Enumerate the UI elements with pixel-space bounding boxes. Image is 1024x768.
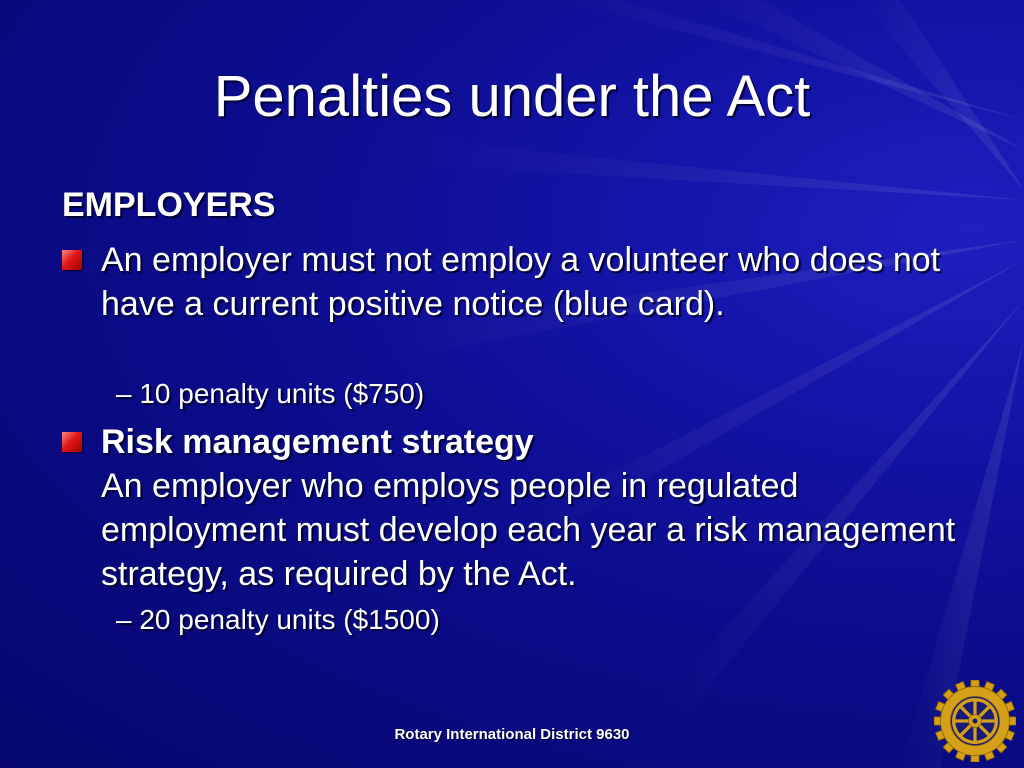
bullet-text-1: An employer must not employ a volunteer who does not have a current positive notice (blue card). bbox=[101, 241, 941, 323]
sub-bullet-2: – 20 penalty units ($1500) bbox=[116, 604, 440, 635]
sub-bullet-1: – 10 penalty units ($750) bbox=[116, 378, 425, 409]
bullet-square-icon bbox=[62, 250, 82, 270]
footer-text: Rotary International District 9630 bbox=[394, 726, 630, 743]
bullet-text-2: An employer who employs people in regulated employment must develop each year a risk management strategy, as required by the Act. bbox=[101, 467, 956, 593]
slide-title: Penalties under the Act bbox=[213, 64, 811, 129]
rotary-wheel-icon bbox=[934, 680, 1016, 762]
section-heading: EMPLOYERS bbox=[62, 186, 276, 224]
bullet-item-2 bbox=[101, 420, 961, 596]
bullet-heading-2: Risk management strategy bbox=[101, 423, 534, 461]
bullet-square-icon bbox=[62, 432, 82, 452]
